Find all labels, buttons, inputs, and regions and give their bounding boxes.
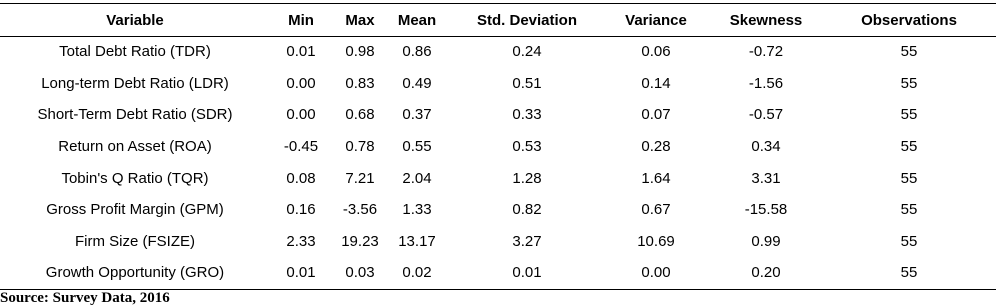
cell-mean: 0.37 [402,106,432,124]
cell-min: 2.33 [286,232,316,250]
table-row [0,226,990,258]
cell-mean: 0.02 [402,264,432,282]
cell-mean: 0.86 [402,43,432,61]
table-header-row [0,4,990,36]
header-divider-rule [0,36,996,37]
header-variance: Variance [625,11,687,29]
cell-skewness: 0.99 [751,232,781,250]
cell-min: 0.01 [286,43,316,61]
cell-variance: 0.00 [641,264,671,282]
cell-skewness: -0.57 [748,106,784,124]
cell-mean: 13.17 [398,232,436,250]
cell-skewness: -15.58 [744,201,788,219]
cell-std-deviation: 0.51 [512,74,542,92]
cell-max: 19.23 [341,232,379,250]
cell-variable: Long-term Debt Ratio (LDR) [41,74,229,92]
cell-skewness: -1.56 [748,74,784,92]
cell-variance: 0.06 [641,43,671,61]
cell-variable: Return on Asset (ROA) [58,138,212,156]
cell-std-deviation: 0.33 [512,106,542,124]
cell-min: 0.00 [286,106,316,124]
table-row [0,68,990,100]
source-note: Source: Survey Data, 2016 [0,290,170,306]
cell-observations: 55 [900,106,918,124]
cell-variance: 1.64 [641,169,671,187]
cell-observations: 55 [900,264,918,282]
cell-max: 0.78 [345,138,375,156]
table-row [0,36,990,68]
cell-mean: 2.04 [402,169,432,187]
cell-variance: 0.14 [641,74,671,92]
cell-variable: Tobin's Q Ratio (TQR) [61,169,209,187]
cell-min: 0.08 [286,169,316,187]
header-skewness: Skewness [729,11,803,29]
cell-min: 0.00 [286,74,316,92]
cell-variable: Short-Term Debt Ratio (SDR) [37,106,233,124]
cell-variable: Growth Opportunity (GRO) [45,264,225,282]
cell-std-deviation: 0.24 [512,43,542,61]
table-row [0,131,990,163]
header-std-deviation: Std. Deviation [476,11,577,29]
cell-max: 0.03 [345,264,375,282]
cell-variance: 0.28 [641,138,671,156]
cell-min: -0.45 [283,138,319,156]
cell-observations: 55 [900,232,918,250]
cell-std-deviation: 0.53 [512,138,542,156]
cell-max: -3.56 [342,201,378,219]
cell-max: 0.83 [345,74,375,92]
table-row [0,194,990,226]
cell-variable: Firm Size (FSIZE) [75,232,195,250]
cell-skewness: 0.20 [751,264,781,282]
cell-observations: 55 [900,169,918,187]
header-min: Min [288,11,314,29]
cell-variance: 0.07 [641,106,671,124]
cell-variance: 10.69 [637,232,675,250]
cell-mean: 1.33 [402,201,432,219]
cell-variable: Gross Profit Margin (GPM) [46,201,224,219]
header-mean: Mean [397,11,437,29]
cell-mean: 0.49 [402,74,432,92]
cell-observations: 55 [900,74,918,92]
cell-std-deviation: 0.01 [512,264,542,282]
cell-max: 0.98 [345,43,375,61]
cell-observations: 55 [900,201,918,219]
cell-max: 0.68 [345,106,375,124]
table-row [0,257,990,289]
table-row [0,162,990,194]
cell-std-deviation: 3.27 [512,232,542,250]
header-variable: Variable [106,11,164,29]
cell-observations: 55 [900,43,918,61]
descriptive-statistics-table [0,4,990,289]
cell-observations: 55 [900,138,918,156]
table-row [0,99,990,131]
cell-skewness: 0.34 [751,138,781,156]
cell-max: 7.21 [345,169,375,187]
header-max: Max [345,11,375,29]
cell-mean: 0.55 [402,138,432,156]
cell-min: 0.01 [286,264,316,282]
cell-min: 0.16 [286,201,316,219]
cell-skewness: 3.31 [751,169,781,187]
cell-std-deviation: 0.82 [512,201,542,219]
cell-skewness: -0.72 [748,43,784,61]
cell-variance: 0.67 [641,201,671,219]
header-observations: Observations [861,11,957,29]
cell-variable: Total Debt Ratio (TDR) [59,43,211,61]
cell-std-deviation: 1.28 [512,169,542,187]
